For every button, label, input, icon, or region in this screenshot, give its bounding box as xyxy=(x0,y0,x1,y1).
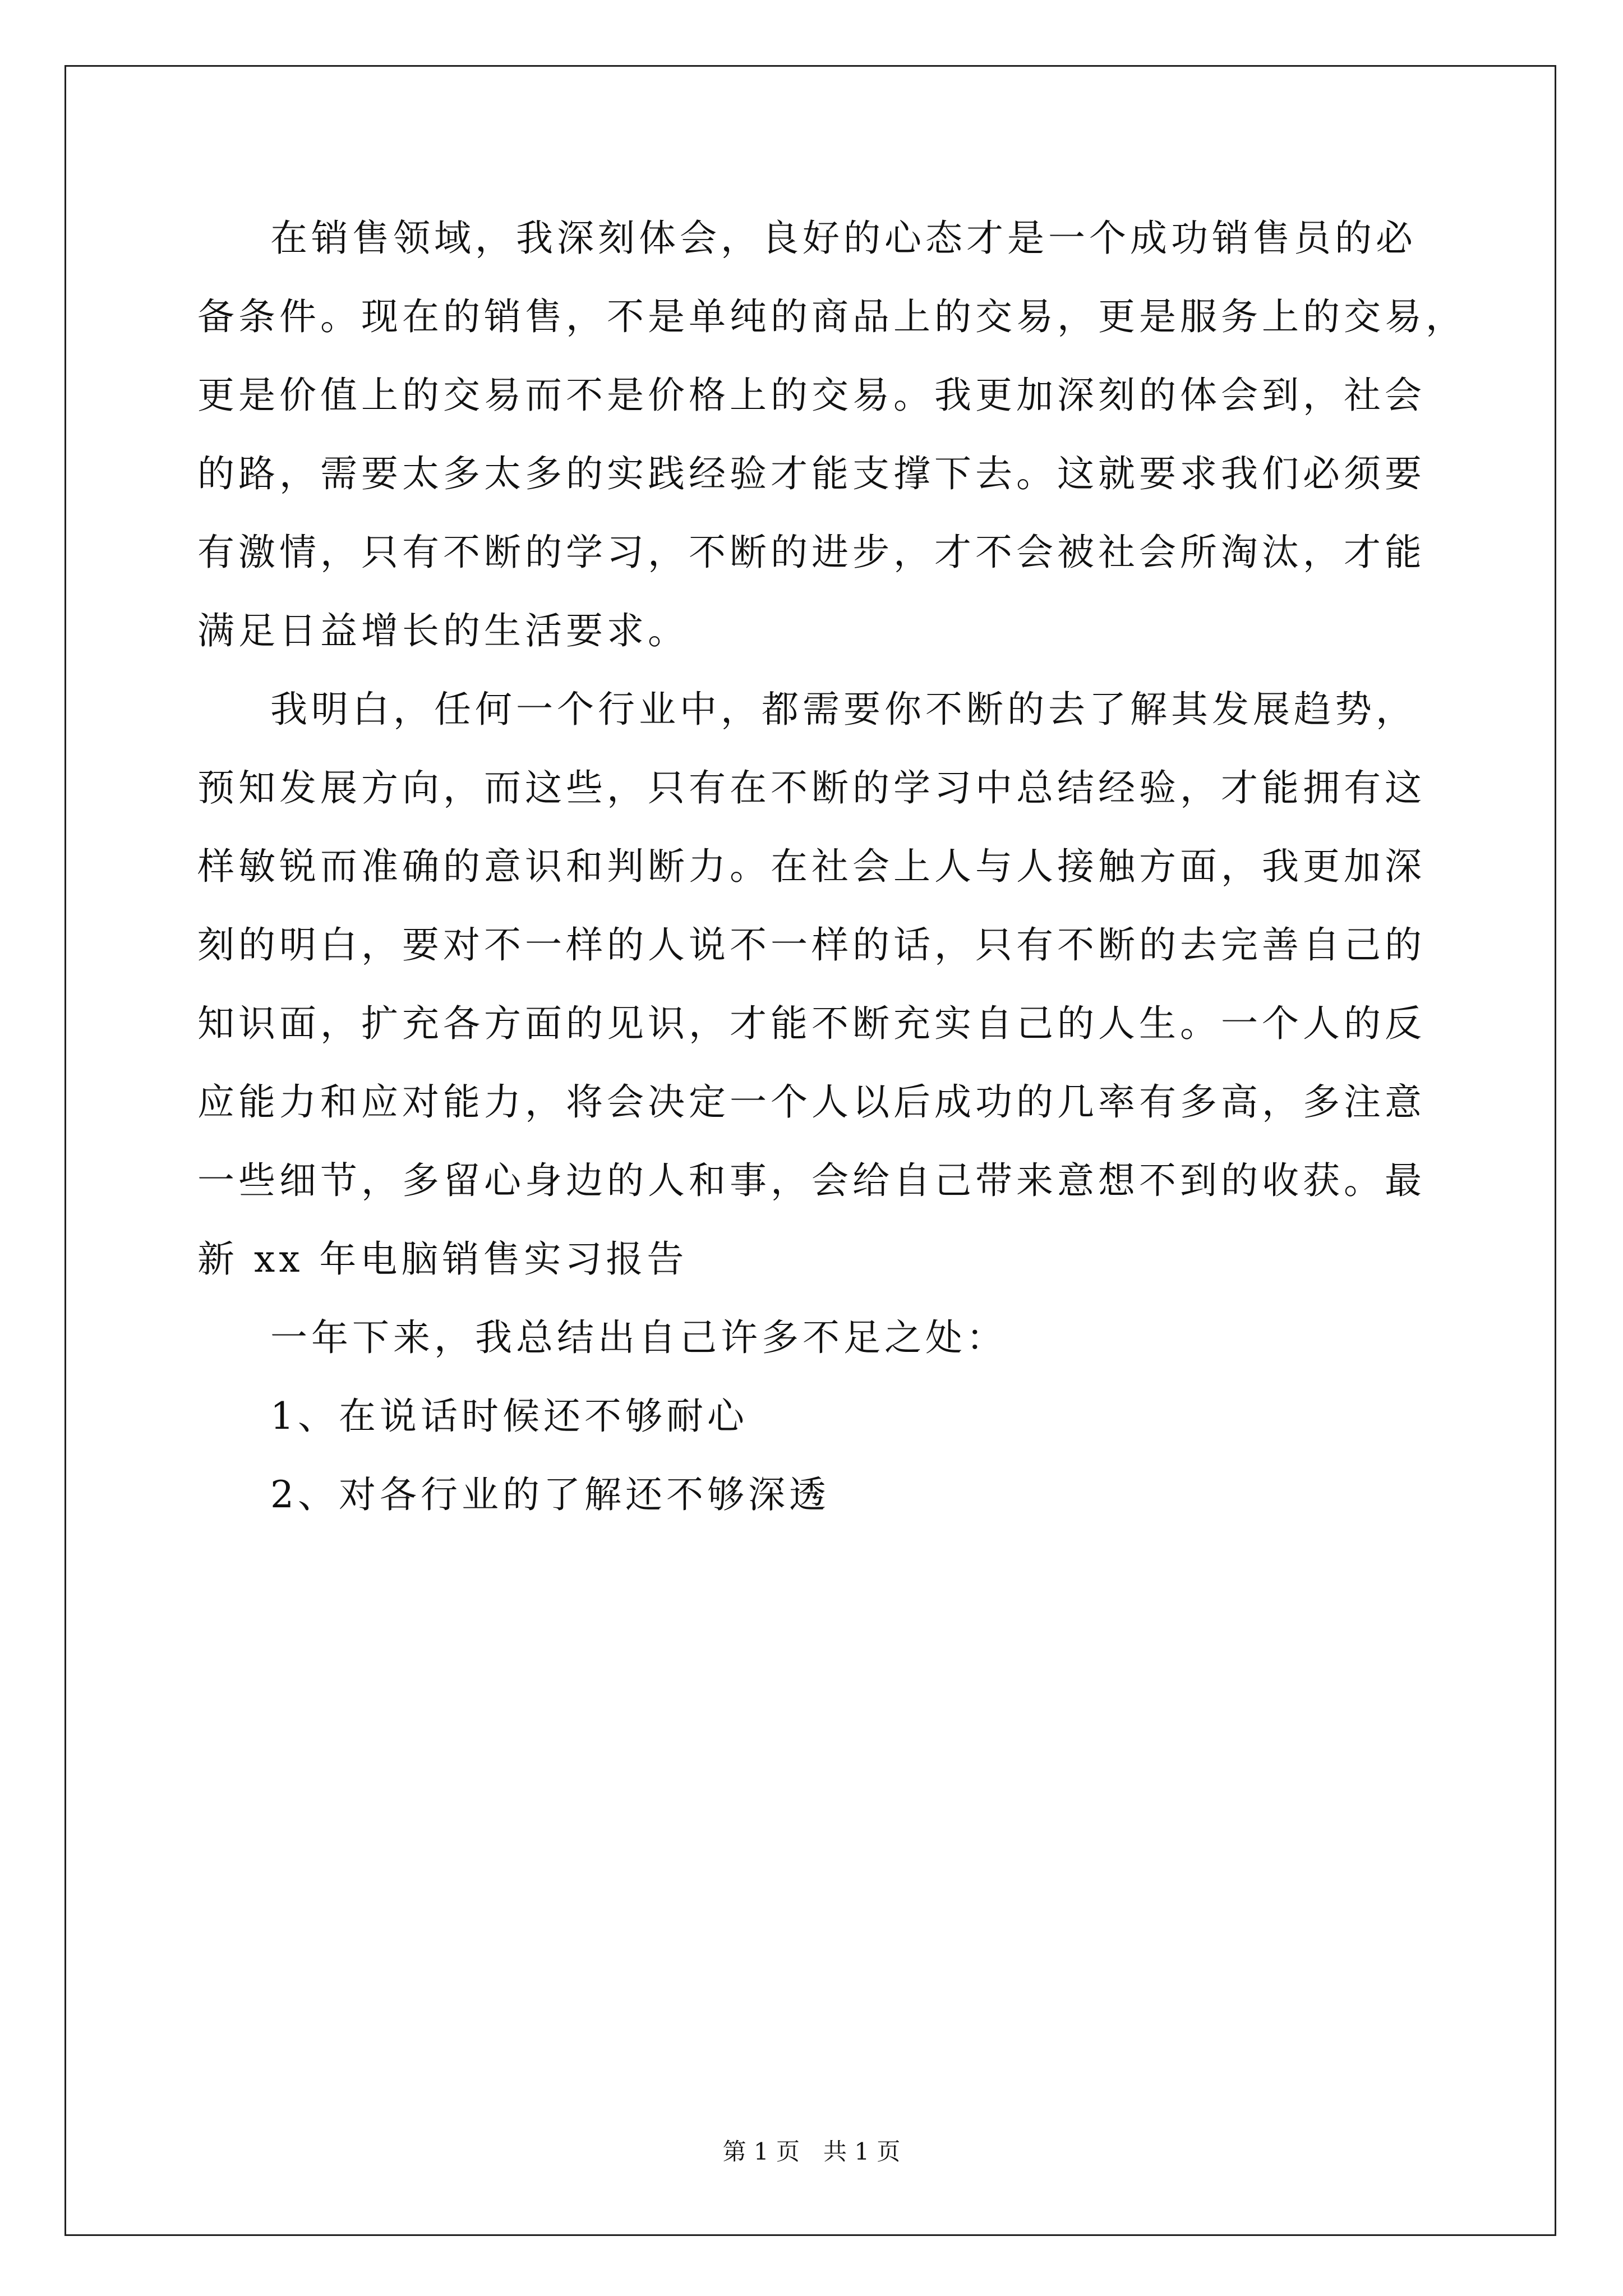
paragraph-1-line-3: 更是价值上的交易而不是价格上的交易。我更加深刻的体会到，社会 xyxy=(197,374,1426,417)
paragraph-2-line-4: 刻的明白，要对不一样的人说不一样的话，只有不断的去完善自己的 xyxy=(197,923,1426,967)
paragraph-2-line-5: 知识面，扩充各方面的见识，才能不断充实自己的人生。一个人的反 xyxy=(197,1002,1426,1045)
list-item-1: 1、在说话时候还不够耐心 xyxy=(270,1395,748,1438)
page-footer: 第 1 页 共 1 页 xyxy=(722,2138,901,2165)
paragraph-1-line-6: 满足日益增长的生活要求。 xyxy=(197,609,689,652)
paragraph-2-line-6: 应能力和应对能力，将会决定一个人以后成功的几率有多高，多注意 xyxy=(197,1080,1426,1124)
paragraph-2-line-8: 新 xx 年电脑销售实习报告 xyxy=(197,1237,688,1281)
paragraph-1-line-2: 备条件。现在的销售，不是单纯的商品上的交易，更是服务上的交易， xyxy=(197,295,1467,338)
paragraph-1-line-1: 在销售领域，我深刻体会，良好的心态才是一个成功销售员的必 xyxy=(270,217,1417,260)
paragraph-2-line-7: 一些细节，多留心身边的人和事，会给自己带来意想不到的收获。最 xyxy=(197,1159,1426,1202)
paragraph-2-line-2: 预知发展方向，而这些，只有在不断的学习中总结经验，才能拥有这 xyxy=(197,766,1426,809)
paragraph-1-line-5: 有激情，只有不断的学习，不断的进步，才不会被社会所淘汰，才能 xyxy=(197,531,1426,574)
paragraph-1-line-4: 的路，需要太多太多的实践经验才能支撑下去。这就要求我们必须要 xyxy=(197,452,1426,495)
paragraph-2-line-3: 样敏锐而准确的意识和判断力。在社会上人与人接触方面，我更加深 xyxy=(197,845,1426,888)
paragraph-3: 一年下来，我总结出自己许多不足之处： xyxy=(270,1316,1007,1359)
paragraph-2-line-1: 我明白，任何一个行业中，都需要你不断的去了解其发展趋势， xyxy=(270,688,1417,731)
list-item-2: 2、对各行业的了解还不够深透 xyxy=(270,1473,830,1516)
